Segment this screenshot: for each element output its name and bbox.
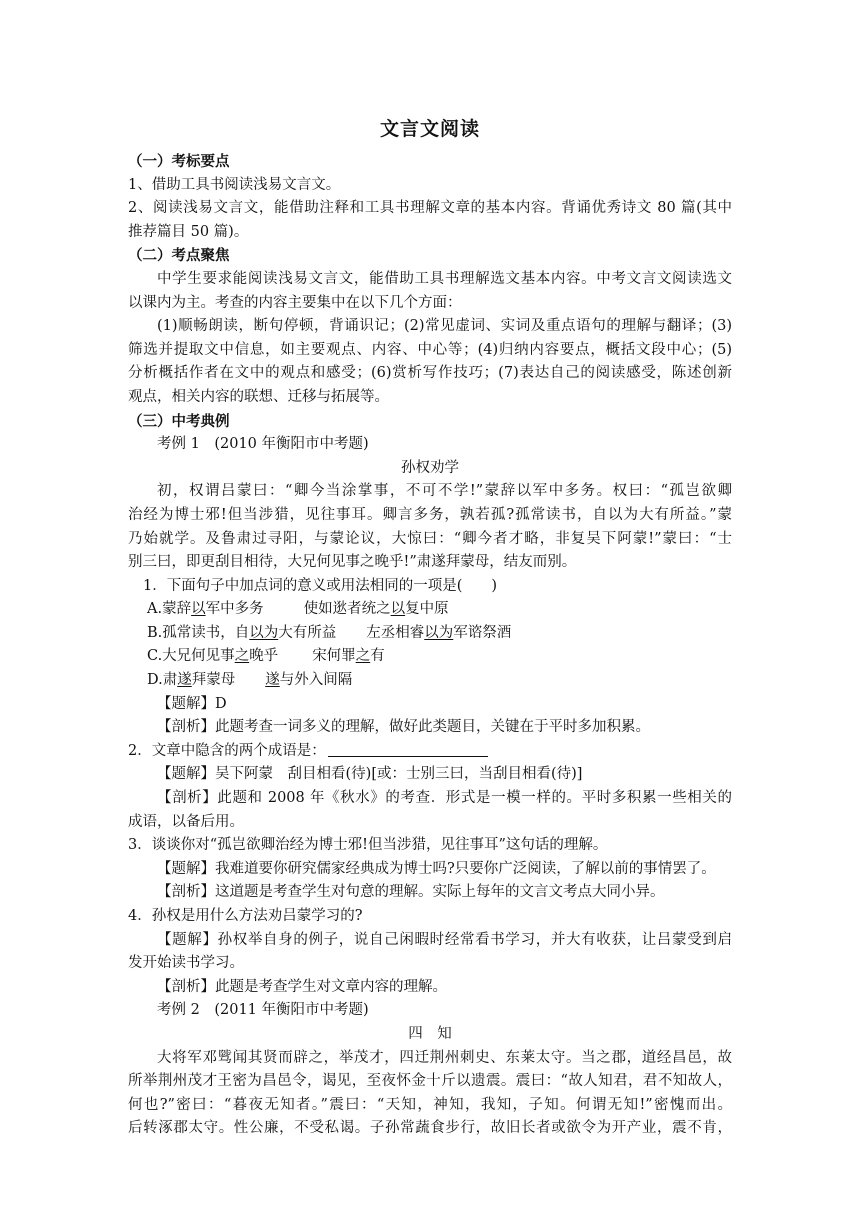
dotted-word: 以为 [249,624,279,641]
dotted-word: 遂 [265,672,280,689]
analysis-line: 成语，以备后用。 [128,813,244,830]
option-text: 宋何罪 [312,648,356,665]
analysis-line: 【剖析】此题和 2008 年《秋水》的考查．形式是一模一样的。平时多积累一些相关的 [157,790,732,807]
answer-line: 【题解】D [157,695,227,712]
paragraph-line: 推荐篇目 50 篇)。 [128,223,249,240]
passage-line: 别三曰，即更刮目相待，大兄何见事之晚乎!”肃遂拜蒙母，结友而别。 [128,554,577,571]
question-2 [128,740,732,764]
example-label: 考例 2 (2011 年衡阳市中考题) [157,1002,369,1019]
paragraph-line: 1、借助工具书阅读浅易文言文。 [128,176,341,193]
option-d [128,669,732,693]
example-label: 考例 1 (2010 年衡阳市中考题) [157,436,369,453]
passage-line: 大将军邓骘闻其贤而辟之，举茂才，四迁荆州刺史、东莱太守。当之郡，道经昌邑，故 [157,1049,732,1066]
analysis-line: 【剖析】这道题是考查学生对句意的理解。实际上每年的文言文考点大同小异。 [157,884,665,901]
dotted-word: 以 [191,601,206,618]
dotted-word: 遂 [177,672,192,689]
answer-line: 【题解】我难道要你研究儒家经典成为博士吗?只要你广泛阅读，了解以前的事情罢了。 [157,860,716,877]
document-body [128,114,732,1141]
option-text: A.蒙辞 [147,601,192,618]
option-c [128,645,732,669]
page-title: 文言文阅读 [379,118,480,140]
paragraph-line: 观点，相关内容的联想、迁移与拓展等。 [128,388,389,405]
section-heading-2: （二）考点聚焦 [128,247,230,265]
option-text: 军谘祭酒 [453,624,512,641]
passage-title: 孙权劝学 [401,459,459,476]
answer-blank [328,741,488,757]
answer-line: 发开始读书学习。 [128,955,244,972]
option-text: 左丞相睿 [366,624,425,641]
option-a [128,598,732,622]
dotted-word: 以 [390,601,406,618]
passage-line: 后转涿郡太守。性公廉，不受私谒。子孙常蔬食步行，故旧长者或欲令为开产业，震不肯， [128,1120,732,1137]
option-text: 晚乎 [249,648,279,665]
answer-line: 【题解】孙权举自身的例子，说自己闲暇时经常看书学习，并大有收获，让吕蒙受到启 [157,931,732,948]
section-heading-1: （一）考标要点 [128,153,230,170]
option-text: B.孤常读书，自 [147,624,250,641]
option-text: D.肃 [147,672,178,689]
passage-line: 乃始就学。及鲁肃过寻阳，与蒙论议，大惊曰：“卿今者才略，非复吴下阿蒙!”蒙曰：“士 [128,530,732,547]
analysis-line: 【剖析】此题是考查学生对文章内容的理解。 [157,978,447,995]
dotted-word: 之 [355,648,371,665]
option-text: 有 [370,648,385,665]
paragraph-line: 筛选并提取文中信息，如主要观点、内容、中心等；(4)归纳内容要点，概括文段中心；(5) [128,341,732,358]
question-text: 2．文章中隐含的两个成语是： [128,742,326,759]
paragraph-line: 2、阅读浅易文言文，能借助注释和工具书理解文章的基本内容。背诵优秀诗文 80 篇(其中 [128,200,732,217]
section-heading-3: （三）中考典例 [128,412,230,430]
dotted-word: 之 [234,648,250,665]
option-text: C.大兄何见事 [147,648,235,665]
passage-line: 治经为博士邪!但当涉猎，见往事耳。卿言多务，孰若孤?孤常读书，自以为大有所益。”蒙 [128,506,732,523]
dotted-word: 以为 [424,624,454,641]
passage-line: 所举荆州茂才王密为昌邑令，谒见，至夜怀金十斤以遗震。震曰：“故人知君，君不知故人， [128,1073,732,1090]
passage-line: 何也?”密曰：“暮夜无知者。”震曰：“天知，神知，我知，子知。何谓无知!”密愧而出。 [128,1096,732,1113]
question-4: 4．孙权是用什么方法劝吕蒙学习的? [128,908,363,924]
passage-title: 四 知 [408,1025,452,1042]
option-b [128,622,732,646]
paragraph-line: 以课内为主。考查的内容主要集中在以下几个方面： [128,294,462,311]
option-text: 拜蒙母 [191,672,236,689]
paragraph-line: 中学生要求能阅读浅易文言文，能借助工具书理解选文基本内容。中考文言文阅读选文 [157,270,732,287]
option-text: 军中多务 [205,601,264,618]
paragraph-line: 分析概括作者在文中的观点和感受；(6)赏析写作技巧；(7)表达自己的阅读感受，陈述创新 [128,365,732,382]
paragraph-line: (1)顺畅朗读，断句停顿，背诵识记；(2)常见虚词、实词及重点语句的理解与翻译；(3) [157,318,732,335]
passage-line: 初，权谓吕蒙曰：“卿今当涂掌事，不可不学!”蒙辞以军中多务。权曰：“孤岂欲卿 [157,483,732,500]
analysis-line: 【剖析】此题考查一词多义的理解，做好此类题目，关键在于平时多加积累。 [157,719,650,736]
question-3: 3．谈谈你对“孤岂欲卿治经为博士邪!但当涉猎，见往事耳”这句话的理解。 [128,837,608,854]
option-text: 使如逖者统之 [303,601,391,618]
question-1: 1．下面句子中加点词的意义或用法相同的一项是( ) [143,577,498,594]
answer-line: 【题解】吴下阿蒙 刮目相看(待)[或：士别三曰，当刮目相看(待)] [157,766,583,783]
option-text: 与外入间隔 [279,672,353,689]
option-text: 大有所益 [278,624,337,641]
option-text: 复中原 [405,601,449,618]
